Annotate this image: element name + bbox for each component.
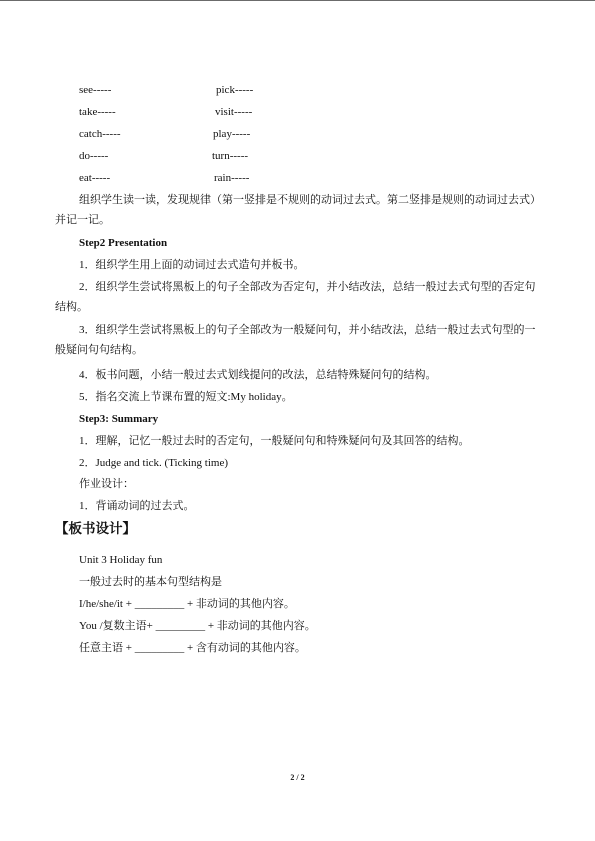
homework-title: 作业设计：: [79, 478, 134, 490]
step2-title: Step2 Presentation: [79, 237, 168, 249]
board-heading: 【板书设计】: [55, 521, 136, 536]
verb-right-3: play-----: [213, 128, 251, 140]
step2-item-3: 3．组织学生尝试将黑板上的句子全部改为一般疑问句，并小结改法，总结一般过去式句型的一般疑问句句结构。: [55, 324, 536, 356]
rule-paragraph: 组织学生读一读，发现规律（第一竖排是不规则的动词过去式。第二竖排是规则的动词过去式）并记一记。: [55, 194, 541, 226]
board-unit: Unit 3 Holiday fun: [79, 554, 163, 566]
verb-left-2: take-----: [79, 106, 116, 118]
step2-item-5: 5．指名交流上节课布置的短文:My holiday。: [79, 391, 293, 403]
verb-right-2: visit-----: [215, 106, 253, 118]
step3-item-1: 1．理解，记忆一般过去时的否定句，一般疑问句和特殊疑问句及其回答的结构。: [79, 435, 470, 447]
page-number: 2 / 2: [290, 773, 305, 782]
header-rule: [0, 0, 595, 1]
verb-left-1: see-----: [79, 84, 112, 96]
step3-title: Step3: Summary: [79, 413, 159, 425]
board-line-3: 任意主语 + _________ + 含有动词的其他内容。: [79, 642, 306, 654]
verb-left-4: do-----: [79, 150, 109, 162]
board-line-1: I/he/she/it + _________ + 非动词的其他内容。: [79, 598, 295, 610]
verb-right-4: turn-----: [212, 150, 249, 162]
board-line-2: You /复数主语+ _________ + 非动词的其他内容。: [79, 620, 316, 632]
step3-item-2: 2．Judge and tick. (Ticking time): [79, 457, 228, 469]
verb-right-1: pick-----: [216, 84, 254, 96]
step2-item-4: 4．板书问题，小结一般过去式划线提问的改法，总结特殊疑问句的结构。: [79, 369, 437, 381]
verb-left-5: eat-----: [79, 172, 111, 184]
verb-right-5: rain-----: [214, 172, 250, 184]
board-intro: 一般过去时的基本句型结构是: [79, 576, 222, 588]
homework-item-1: 1．背诵动词的过去式。: [79, 500, 195, 512]
verb-left-3: catch-----: [79, 128, 121, 140]
step2-item-1: 1．组织学生用上面的动词过去式造句并板书。: [79, 259, 305, 271]
step2-item-2: 2．组织学生尝试将黑板上的句子全部改为否定句，并小结改法，总结一般过去式句型的否定句结构。: [55, 281, 536, 313]
